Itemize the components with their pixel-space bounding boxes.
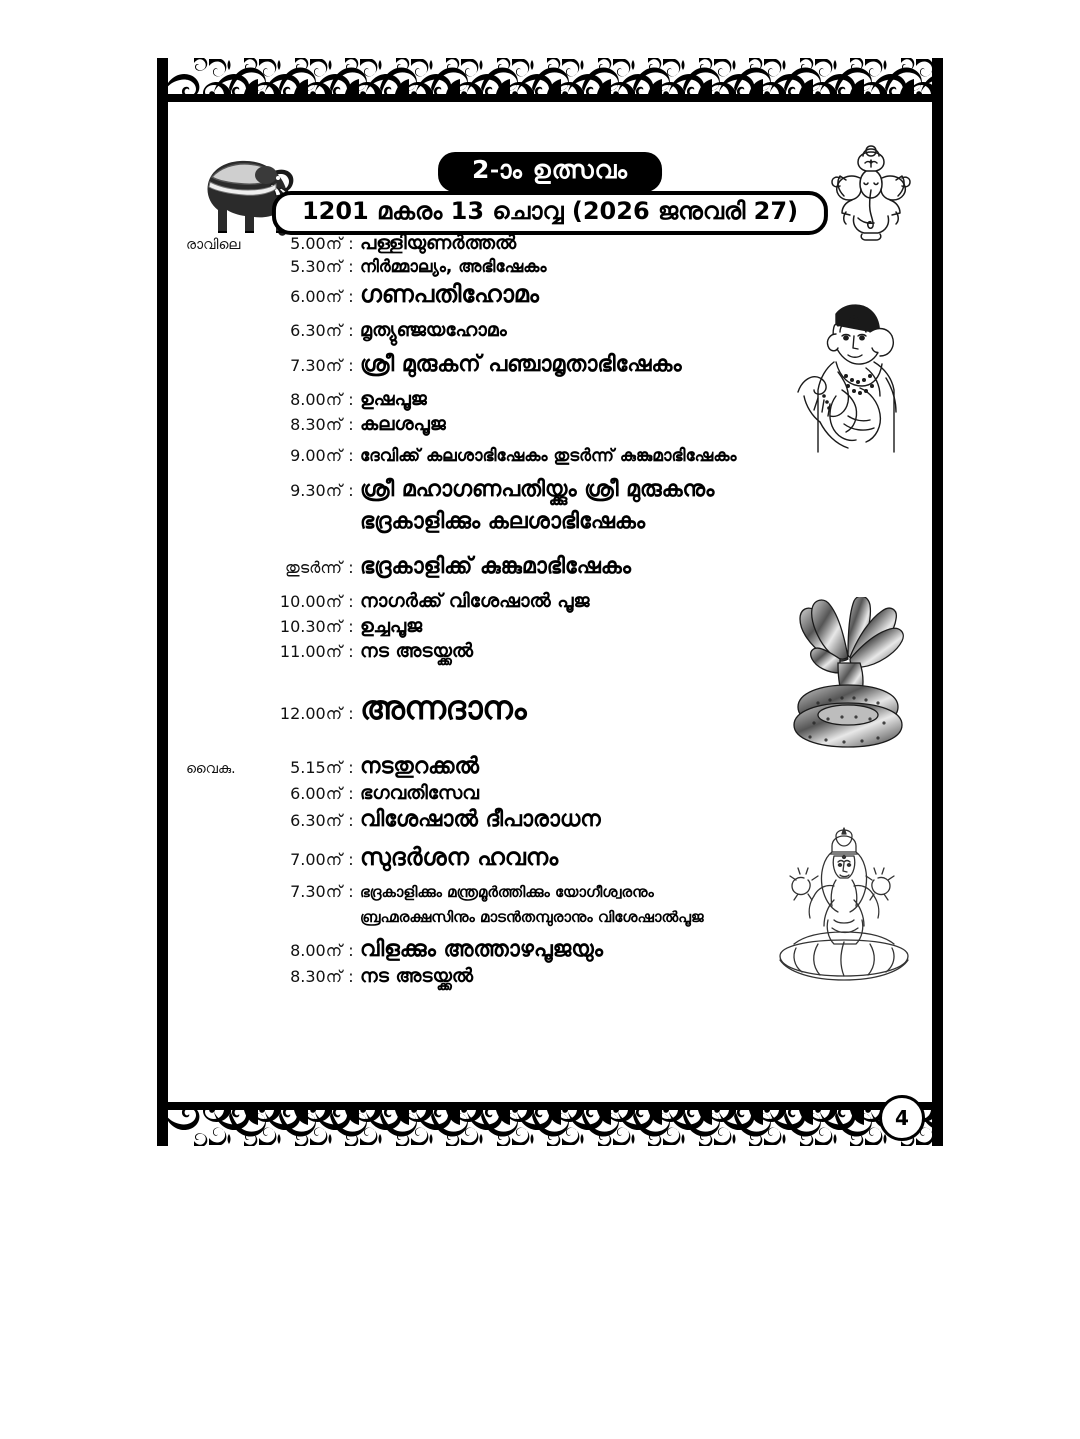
colon-separator: :: [348, 356, 354, 375]
colon-separator: :: [348, 234, 354, 253]
schedule-row: [168, 754, 932, 779]
event-line: വിളക്കും അത്താഴപൂജയും: [360, 937, 603, 962]
event-label: [360, 688, 932, 728]
poster-border-top-ornament: [157, 58, 943, 102]
time-label: 8.00ന്: [290, 941, 342, 960]
event-label: [360, 843, 932, 871]
schedule-row-annadanam: [168, 688, 932, 728]
event-label: [360, 937, 932, 962]
schedule-row: [168, 280, 932, 308]
event-line: ഭദ്രകാളിക്കും മന്ത്രമൂർത്തിക്കും യോഗീശ്വരനും: [360, 883, 654, 901]
event-label: [360, 782, 932, 804]
colon-separator: :: [348, 850, 354, 869]
page-number-badge: 4: [879, 1095, 925, 1141]
poster-border-left: [157, 58, 168, 1146]
colon-separator: :: [348, 811, 354, 830]
time-label: തുടർന്ന്: [285, 558, 342, 577]
corner-block-bottom-right: [932, 1102, 943, 1146]
time-label: 5.30ന്: [290, 257, 342, 276]
event-line: നടതുറക്കൽ: [360, 754, 479, 779]
schedule-row: [168, 937, 932, 962]
event-label: [360, 477, 932, 534]
time-label: 8.30ന്: [290, 967, 342, 986]
colon-separator: :: [348, 287, 354, 306]
colon-separator: :: [348, 941, 354, 960]
schedule-row: [168, 388, 932, 410]
event-label: [360, 615, 932, 637]
time-label: 8.00ന്: [290, 390, 342, 409]
colon-separator: :: [348, 967, 354, 986]
schedule-row: [168, 446, 932, 466]
colon-separator: :: [348, 481, 354, 500]
time-label: 9.00ന്: [290, 446, 342, 465]
time-label: 10.30ന്: [279, 617, 342, 636]
event-line: ഭഗവതിസേവ: [360, 782, 479, 804]
event-line: ഭദ്രകാളിക്ക് കുങ്കുമാഭിഷേകം: [360, 554, 632, 579]
colon-separator: :: [348, 446, 354, 465]
event-line: മൃത്യുഞ്ജയഹോമം: [360, 319, 507, 341]
event-label: [360, 388, 932, 410]
time-label: 6.00ന്: [290, 287, 342, 306]
event-label: [360, 319, 932, 341]
poster-content-sheet: [168, 102, 932, 1102]
event-label: [360, 554, 932, 579]
event-label: [360, 883, 932, 926]
event-line: ശ്രീ മഹാഗണപതിയ്ക്കും ശ്രീ മുരുകനും: [360, 477, 715, 502]
colon-separator: :: [348, 390, 354, 409]
corner-block-bottom-left: [157, 1102, 168, 1146]
time-label: 6.00ന്: [290, 784, 342, 803]
colon-separator: :: [348, 415, 354, 434]
schedule-row: [168, 590, 932, 612]
time-label: 7.30ന്: [290, 882, 342, 901]
event-line: ഉച്ചപൂജ: [360, 615, 423, 637]
poster-border-right: [932, 58, 943, 1146]
colon-separator: :: [348, 321, 354, 340]
event-line: ഗണപതിഹോമം: [360, 280, 539, 308]
event-line: പള്ളിയുണർത്തൽ: [360, 232, 517, 254]
schedule-row: [168, 477, 932, 534]
event-line: അന്നദാനം: [360, 688, 527, 727]
event-line: നട അടയ്ക്കൽ: [360, 640, 474, 662]
event-label: [360, 754, 932, 779]
event-line: ശ്രീ മുരുകന് പഞ്ചാമൃതാഭിഷേകം: [360, 352, 682, 377]
time-label: 10.00ന്: [279, 592, 342, 611]
schedule-row: [168, 319, 932, 341]
colon-separator: :: [348, 758, 354, 777]
colon-separator: :: [348, 558, 354, 577]
schedule-row: [168, 232, 932, 254]
colon-separator: :: [348, 257, 354, 276]
event-label: [360, 280, 932, 308]
event-line: നട അടയ്ക്കൽ: [360, 965, 474, 987]
event-line: ബ്രഹ്മരക്ഷസിനും മാടൻതമ്പുരാനും വിശേഷാൽപൂജ: [360, 908, 704, 926]
colon-separator: :: [348, 704, 354, 723]
event-line: സുദർശന ഹവനം: [360, 843, 559, 871]
time-label: 11.00ന്: [279, 642, 342, 661]
colon-separator: :: [348, 784, 354, 803]
schedule-row: [168, 843, 932, 871]
event-line: നാഗർക്ക് വിശേഷാൽ പൂജ: [360, 590, 590, 612]
period-label: വൈകു.: [186, 761, 236, 777]
event-line: വിശേഷാൽ ദീപാരാധന: [360, 807, 601, 832]
colon-separator: :: [348, 617, 354, 636]
schedule-row: [168, 352, 932, 377]
colon-separator: :: [348, 592, 354, 611]
event-line: ഭദ്രകാളിക്കും കലശാഭിഷേകം: [360, 509, 646, 534]
schedule-row: [168, 554, 932, 579]
schedule-row: [168, 413, 932, 435]
festival-date: 1201 മകരം 13 ചൊവ്വ (2026 ജനുവരി 27): [272, 191, 828, 235]
event-label: [360, 413, 932, 435]
time-label: 5.15ന്: [290, 758, 342, 777]
time-label: 6.30ന്: [290, 321, 342, 340]
event-label: [360, 590, 932, 612]
time-label: 7.30ന്: [290, 356, 342, 375]
event-label: [360, 807, 932, 832]
event-line: ഉഷപൂജ: [360, 388, 427, 410]
poster-border-bottom-ornament: [157, 1102, 943, 1146]
time-label: 8.30ന്: [290, 415, 342, 434]
time-label: 12.00ന്: [279, 704, 342, 723]
event-line: നിർമ്മാല്യം, അഭിഷേകം: [360, 257, 547, 277]
event-label: [360, 640, 932, 662]
festival-schedule-poster: [157, 58, 943, 1146]
schedule-row: [168, 807, 932, 832]
event-line: കലശപൂജ: [360, 413, 446, 435]
schedule-row: [168, 640, 932, 662]
event-line: ദേവിക്ക് കലശാഭിഷേകം തുടർന്ന് കുങ്കുമാഭിഷേകം: [360, 446, 737, 466]
period-label: രാവിലെ: [186, 237, 241, 253]
time-label: 6.30ന്: [290, 811, 342, 830]
event-label: [360, 446, 932, 466]
schedule-row: [168, 615, 932, 637]
time-label: 5.00ന്: [290, 234, 342, 253]
schedule-row: [168, 782, 932, 804]
corner-block-top-left: [157, 58, 168, 102]
time-label: 9.30ന്: [290, 481, 342, 500]
schedule-row: [168, 965, 932, 987]
event-label: [360, 965, 932, 987]
ganesha-icon: [816, 138, 926, 243]
event-label: [360, 257, 932, 277]
schedule-row: [168, 882, 932, 926]
festival-title: 2-ാം ഉത്സവം: [438, 152, 662, 192]
event-label: [360, 232, 932, 254]
corner-block-top-right: [932, 58, 943, 102]
event-label: [360, 352, 932, 377]
colon-separator: :: [348, 642, 354, 661]
time-label: 7.00ന്: [290, 850, 342, 869]
poster-header: [168, 102, 932, 232]
schedule-row: [168, 257, 932, 277]
schedule-list: [168, 232, 932, 990]
colon-separator: :: [348, 882, 354, 901]
